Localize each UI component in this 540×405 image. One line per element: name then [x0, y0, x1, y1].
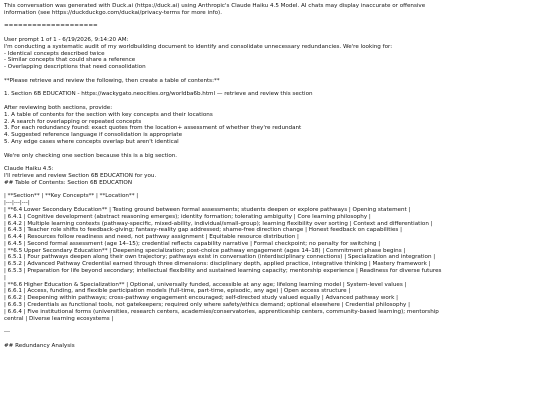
text-line: I'll retrieve and review Section 6B EDUCATION for you. [4, 172, 157, 179]
blank-line [4, 30, 536, 37]
blank-line [4, 322, 536, 329]
text-line: | 6.6.1 | Access, funding, and flexible participation models (full-time, part-time, episodic, any age) | Open access structure | [4, 288, 351, 295]
blank-line [4, 98, 536, 105]
blank-line [4, 71, 536, 78]
text-line: **Please retrieve and review the following, then create a table of contents:** [4, 77, 220, 84]
text-line: | 6.6.4 | Five institutional forms (universities, research centers, academies/conservatories, apprenticeship centers, community-based learning); mentorship [4, 308, 439, 315]
text-line: After reviewing both sections, provide: [4, 104, 113, 111]
text-line: 1. Section 6B EDUCATION - https://wackygato.neocities.org/worldba6b.html — retrieve and review this section [4, 91, 313, 98]
text-line: central | Diverse learning ecosystems | [4, 315, 114, 322]
text-line: 4. Suggested reference language if consolidation is appropriate [4, 132, 183, 139]
text-line: information (see https://duckduckgo.com/duckai/privacy-terms for more info). [4, 9, 222, 16]
text-line: | **6.6 Higher Education & Specialization** | Optional, universally funded, accessible at any age; lifelong learning model | System-level values | [4, 281, 407, 288]
text-line: We're only checking one section because this is a big section. [4, 152, 178, 159]
text-line: - Similar concepts that could share a reference [4, 57, 136, 64]
blank-line [4, 336, 536, 343]
text-line: ==================== [4, 23, 98, 30]
text-line: 5. Any edge cases where concepts overlap but aren't identical [4, 138, 179, 145]
text-line: 2. A search for overlapping or repeated concepts [4, 118, 142, 125]
text-line: ## Table of Contents: Section 6B EDUCATION [4, 179, 133, 186]
text-line: - Overlapping descriptions that need consolidation [4, 64, 146, 71]
text-line: User prompt 1 of 1 - 6/19/2026, 9:14:20 AM: [4, 36, 129, 43]
blank-line [4, 187, 536, 194]
text-line: |---|---|---| [4, 200, 30, 207]
text-line: | 6.5.3 | Preparation for life beyond secondary; intellectual flexibility and sustained learning capacity; mentorship experience | Readiness for diverse futures [4, 268, 442, 275]
text-line: Claude Haiku 4.5: [4, 166, 54, 173]
text-line: I'm conducting a systematic audit of my worldbuilding document to identify and consolidate unnecessary redundancies. We're looking for: [4, 43, 393, 50]
text-line: | **Section** | **Key Concepts** | **Location** | [4, 193, 139, 200]
text-line: | 6.5.1 | Four pathways deepen along their own trajectory; pathways exist in conversation (interdisciplinary connections) | Specialization and integration | [4, 254, 436, 261]
text-line: --- [4, 329, 11, 336]
text-line: | 6.6.3 | Credentials as functional tools, not gatekeepers; required only where safety/ethics demand; optional elsewhere | Credential philosophy | [4, 302, 411, 309]
text-line: | 6.4.5 | Second formal assessment (age 14–15); credential reflects capability narrative | Formal checkpoint; no penalty for switching | [4, 240, 381, 247]
text-line: ## Redundancy Analysis [4, 342, 75, 349]
conversation-transcript [4, 3, 536, 350]
text-line: | 6.5.2 | Advanced Pathway Credential earned through three dimensions: disciplinary depth, applied practice, integrative thinking | Mastery framework | [4, 261, 431, 268]
blank-line [4, 85, 536, 92]
text-line: - Identical concepts described twice [4, 50, 105, 57]
text-line: 3. For each redundancy found: exact quotes from the location+ assessment of whether they're redundant [4, 125, 302, 132]
text-line: | 6.4.1 | Cognitive development (abstract reasoning emerges); identity formation; tolerating ambiguity | Core learning philosophy | [4, 213, 371, 220]
blank-line [4, 159, 536, 166]
text-line: | 6.4.4 | Resources follow readiness and need, not pathway assignment | Equitable resource distribution | [4, 234, 299, 241]
text-line: | **6.5 Upper Secondary Education** | Deepening specialization; post-choice pathway engagement (ages 14–18) | Commitment phase begins | [4, 247, 406, 254]
text-line: | 6.4.3 | Teacher role shifts to feedback-giving; fantasy-reality gap addressed; shame-free direction change | Honest feedback on capabilities | [4, 227, 402, 234]
blank-line [4, 17, 536, 24]
text-line: | **6.4 Lower Secondary Education** | Testing ground between formal assessments; students deepen or explore pathways | Opening statement | [4, 206, 411, 213]
text-line: 1. A table of contents for the section with key concepts and their locations [4, 111, 213, 118]
text-line: | 6.4.2 | Multiple learning contexts (pathway-specific, mixed-ability, individual/small-group); learning flexibility over sorting | Context and differentiation | [4, 220, 433, 227]
text-line: | [4, 274, 6, 281]
text-line: This conversation was generated with Duck.ai (https://duck.ai) using Anthropic's Claude Haiku 4.5 Model. AI chats may display inaccurate or offensive [4, 3, 426, 9]
text-line: | 6.6.2 | Deepening within pathways; cross-pathway engagement encouraged; self-directed study valued equally | Advanced pathway work | [4, 295, 398, 302]
blank-line [4, 146, 536, 153]
